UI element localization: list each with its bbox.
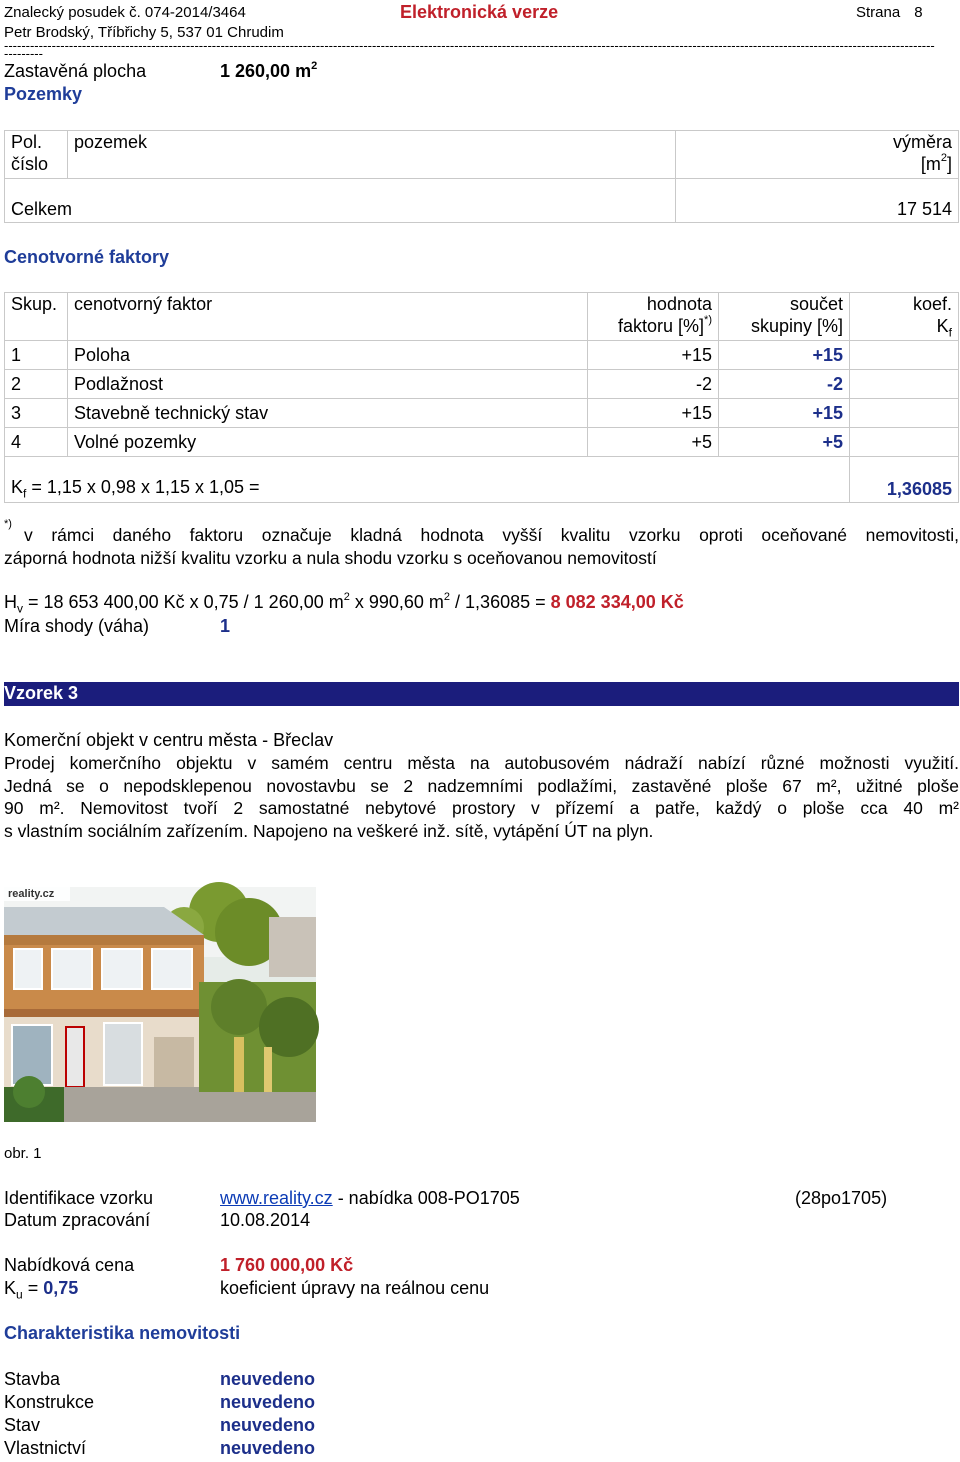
kf-formula [5, 457, 850, 503]
hv-part3: / 1,36085 = [450, 592, 551, 612]
built-area-label: Zastavěná plocha [4, 61, 147, 81]
footnote-line1: v rámci daného faktoru označuje kladná hodnota vyšší kvalitu vzorku oproti oceňované nemovitosti, [24, 525, 959, 545]
col-pol-header [5, 131, 68, 179]
col-koef-k: K [936, 316, 949, 336]
pozemky-table [4, 130, 959, 223]
built-area-value [220, 61, 317, 82]
hv-result: 8 082 334,00 Kč [550, 592, 684, 612]
col-vymera-exponent: 2 [940, 152, 947, 164]
identification-code: (28po1705) [795, 1188, 888, 1208]
factor-value: +15 [588, 341, 719, 370]
identification-label: Identifikace vzorku [4, 1188, 154, 1208]
factor-sum: +5 [719, 428, 850, 457]
document-title: Znalecký posudek č. 074-2014/3464 [4, 4, 246, 21]
col-sum-header [719, 293, 850, 341]
pozemky-heading: Pozemky [4, 84, 83, 104]
char-label: Stavba [4, 1369, 61, 1389]
identification-value [220, 1188, 520, 1209]
electronic-version-label: Elektronická verze [400, 2, 559, 22]
sample-desc-line2: Jedná se o nepodsklepenou novostavbu se 2 nadzemními podlažími, zastavěné ploše 67 m², užitné ploše [4, 776, 959, 796]
char-label: Konstrukce [4, 1392, 95, 1412]
char-label: Stav [4, 1415, 41, 1435]
characteristics-heading: Charakteristika nemovitosti [4, 1323, 241, 1343]
identification-rest: - nabídka 008-PO1705 [332, 1188, 520, 1208]
col-sum-line2: skupiny [%] [750, 316, 843, 336]
hv-part2: x 990,60 m [349, 592, 444, 612]
factor-sum: -2 [719, 370, 850, 399]
col-vymera-close: ] [946, 154, 952, 174]
factor-koef [850, 370, 959, 399]
factor-koef [850, 341, 959, 370]
price-label: Nabídková cena [4, 1255, 135, 1275]
sample-title: Vzorek 3 [4, 683, 79, 703]
hv-exp1: 2 [343, 591, 350, 603]
price-value: 1 760 000,00 Kč [220, 1255, 354, 1275]
factor-value: -2 [588, 370, 719, 399]
char-value: neuvedeno [220, 1369, 316, 1389]
col-value-header [588, 293, 719, 341]
col-pol-line1: Pol. [11, 132, 43, 152]
col-vymera-header [676, 131, 959, 179]
char-label: Vlastnictví [4, 1438, 87, 1458]
hv-subscript: v [17, 601, 23, 616]
factor-value: +15 [588, 399, 719, 428]
date-label: Datum zpracování [4, 1210, 151, 1230]
kf-subscript: f [23, 487, 27, 501]
factors-table [4, 292, 959, 503]
col-vymera-line1: výměra [892, 132, 952, 152]
col-sum-line1: součet [789, 294, 843, 314]
sample-desc-line1: Prodej komerčního objektu v samém centru města na autobusovém nádraží nabízí různé možnosti využití. [4, 753, 959, 773]
sample-desc-line4: s vlastním sociálním zařízením. Napojeno na veškeré inž. sítě, vytápění ÚT na plyn. [4, 821, 654, 841]
footnote-line2: záporná hodnota nižší kvalitu vzorku a nula shodu vzorku s oceňovanou nemovitostí [4, 548, 657, 568]
footnote-mark: *) [4, 518, 12, 530]
col-koef-subscript: f [948, 325, 952, 340]
weight-label: Míra shody (váha) [4, 616, 150, 636]
header-divider: -------------------------------------------------------------------------------------------------------------------------------------------------------------------------------------------------------------------------------- [4, 38, 935, 61]
col-pol-line2: číslo [11, 154, 49, 174]
weight-value: 1 [220, 616, 231, 636]
col-value-footnote-mark: *) [704, 314, 712, 326]
col-koef-line1: koef. [912, 294, 952, 314]
page-label: Strana [856, 4, 901, 21]
table-row [5, 399, 959, 428]
page-number: 8 [914, 4, 923, 21]
col-value-line1: hodnota [646, 294, 712, 314]
factor-value: +5 [588, 428, 719, 457]
author-line: Petr Brodský, Tříbřichy 5, 537 01 Chrudim [4, 24, 284, 41]
hv-part1: = 18 653 400,00 Kč x 0,75 / 1 260,00 m [23, 592, 344, 612]
factor-name: Poloha [68, 341, 588, 370]
ku-equals: = [22, 1278, 44, 1298]
reality-link[interactable]: www.reality.cz [220, 1188, 333, 1208]
factor-name: Volné pozemky [68, 428, 588, 457]
table-row [5, 428, 959, 457]
sample-section-bar [4, 682, 959, 706]
ku-k: K [4, 1278, 17, 1298]
factor-num: 1 [5, 341, 68, 370]
sample-desc-line3: 90 m². Nemovitost tvoří 2 samostatné nebytové prostory v přízemí a patře, každý o ploše cca 40 m² [4, 798, 959, 818]
total-label: Celkem [5, 179, 676, 223]
col-pozemek-header: pozemek [68, 131, 676, 179]
col-vymera-unit: [m [920, 154, 941, 174]
factor-sum: +15 [719, 341, 850, 370]
page-indicator [856, 4, 923, 21]
factor-sum: +15 [719, 399, 850, 428]
total-value: 17 514 [676, 179, 959, 223]
col-value-line2: faktoru [%] [618, 316, 705, 336]
ku-formula [4, 1278, 78, 1301]
factor-num: 4 [5, 428, 68, 457]
factors-heading: Cenotvorné faktory [4, 247, 170, 267]
factor-num: 3 [5, 399, 68, 428]
hv-h: H [4, 592, 17, 612]
factor-name: Stavebně technický stav [68, 399, 588, 428]
col-koef-header [850, 293, 959, 341]
building-illustration [4, 887, 316, 1122]
built-area-exponent: 2 [311, 60, 318, 72]
ku-value: 0,75 [43, 1278, 79, 1298]
col-factor-header: cenotvorný faktor [68, 293, 588, 341]
factor-koef [850, 428, 959, 457]
char-value: neuvedeno [220, 1415, 316, 1435]
hv-exp2: 2 [443, 591, 451, 603]
col-skup-header: Skup. [5, 293, 68, 341]
char-value: neuvedeno [220, 1392, 316, 1412]
built-area-number: 1 260,00 m [220, 61, 312, 81]
table-row [5, 370, 959, 399]
kf-k: K [11, 477, 24, 498]
photo-caption: obr. 1 [4, 1145, 42, 1162]
date-value: 10.08.2014 [220, 1210, 311, 1230]
table-row [5, 341, 959, 370]
photo-watermark: reality.cz [8, 888, 55, 900]
factor-num: 2 [5, 370, 68, 399]
kf-result: 1,36085 [850, 457, 959, 503]
property-photo [4, 887, 316, 1122]
ku-subscript: u [16, 1287, 23, 1302]
factor-koef [850, 399, 959, 428]
ku-description: koeficient úpravy na reálnou cenu [220, 1278, 490, 1298]
sample-subtitle: Komerční objekt v centru města - Břeclav [4, 730, 334, 750]
factor-name: Podlažnost [68, 370, 588, 399]
hv-formula [4, 592, 684, 615]
char-value: neuvedeno [220, 1438, 316, 1458]
kf-expression: = 1,15 x 0,98 x 1,15 x 1,05 = [26, 477, 260, 498]
